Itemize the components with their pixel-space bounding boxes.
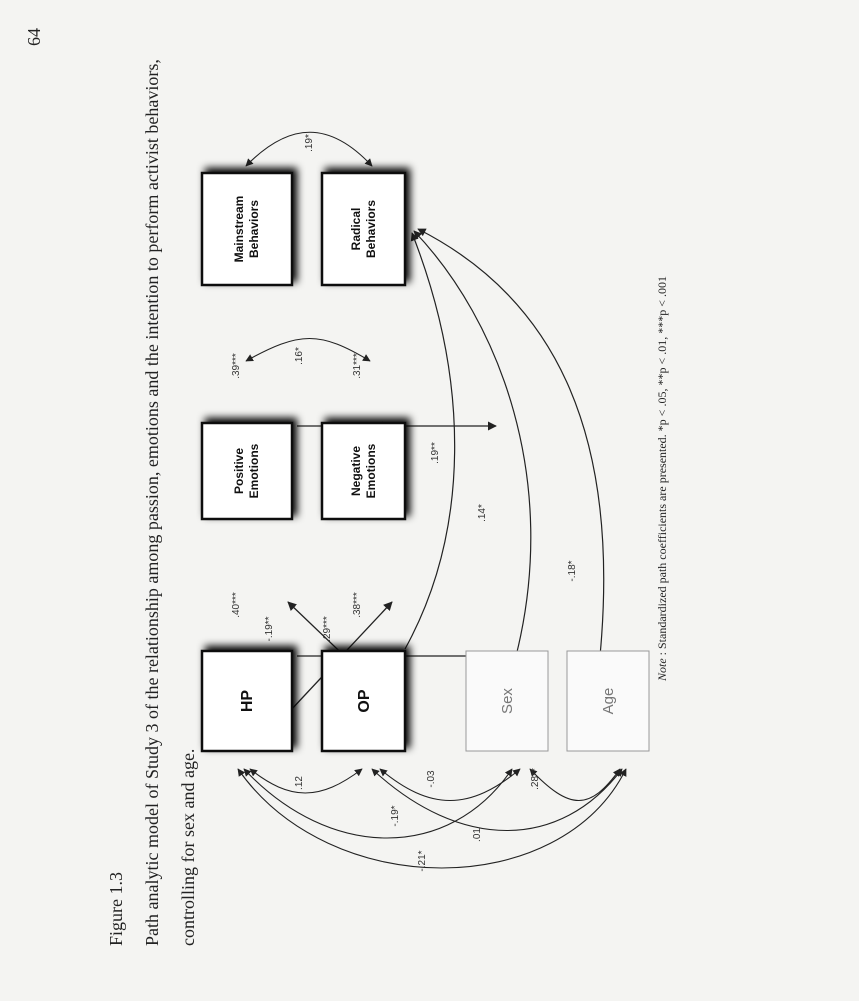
note-text: : Standardized path coefficients are presented. *p < .05, **p < .01, ***p < .001 [655, 276, 669, 659]
figure-label: Figure 1.3 [106, 872, 126, 946]
age-label: Age [600, 687, 617, 715]
figure-note [655, 276, 670, 681]
coef-positive-negative-cov: .16* [294, 347, 305, 365]
figure-caption-line-1: Path analytic model of Study 3 of the relationship among passion, emotions and the intention to perform activist behaviors, [142, 59, 162, 946]
mainstream-label-line-2: Behaviors [247, 199, 261, 259]
coef-op-sex-cov: -.03 [426, 770, 437, 788]
mainstream-label-line-1: Mainstream [232, 195, 246, 263]
radical-label-line-1: Radical [349, 207, 363, 251]
negative-label-line-2: Emotions [364, 443, 378, 499]
coef-hp-op-cov: .12 [294, 776, 305, 790]
coef-sex-age-cov: .28** [530, 768, 541, 790]
op-label: OP [356, 689, 373, 713]
coef-op-positive: -.19** [264, 616, 275, 642]
radical-label-line-2: Behaviors [364, 199, 378, 259]
path-age-to-radical [418, 229, 604, 656]
coef-hp-age-cov: -.21* [417, 850, 428, 872]
cov-hp-op [250, 769, 362, 793]
positive-label-line-1: Positive [232, 447, 246, 495]
cov-op-sex [380, 769, 520, 801]
coef-op-age-cov: .01 [472, 828, 483, 842]
note-prefix: Note [655, 658, 669, 681]
coef-sex-radical: .14* [477, 504, 488, 522]
negative-label-line-1: Negative [349, 445, 363, 497]
coef-op-negative: .38*** [352, 592, 363, 618]
figure-caption-line-2: controlling for sex and age. [178, 748, 198, 946]
positive-label-line-2: Emotions [247, 443, 261, 499]
coef-negative-radical: .31*** [352, 353, 363, 379]
coef-mainstream-radical-cov: .19* [304, 134, 315, 152]
path-op-to-radical [405, 233, 455, 649]
coef-op-radical: .19** [430, 442, 441, 464]
coef-age-radical: -.18* [567, 560, 578, 582]
coef-hp-sex-cov: -.19* [390, 805, 401, 827]
coef-hp-positive: .40*** [231, 592, 242, 618]
cov-sex-age [530, 769, 620, 801]
sex-label: Sex [499, 688, 516, 714]
coef-hp-negative: .29*** [322, 616, 333, 642]
coef-positive-mainstream: .39*** [231, 353, 242, 379]
page-number: 64 [24, 28, 44, 46]
hp-label: HP [239, 689, 256, 713]
